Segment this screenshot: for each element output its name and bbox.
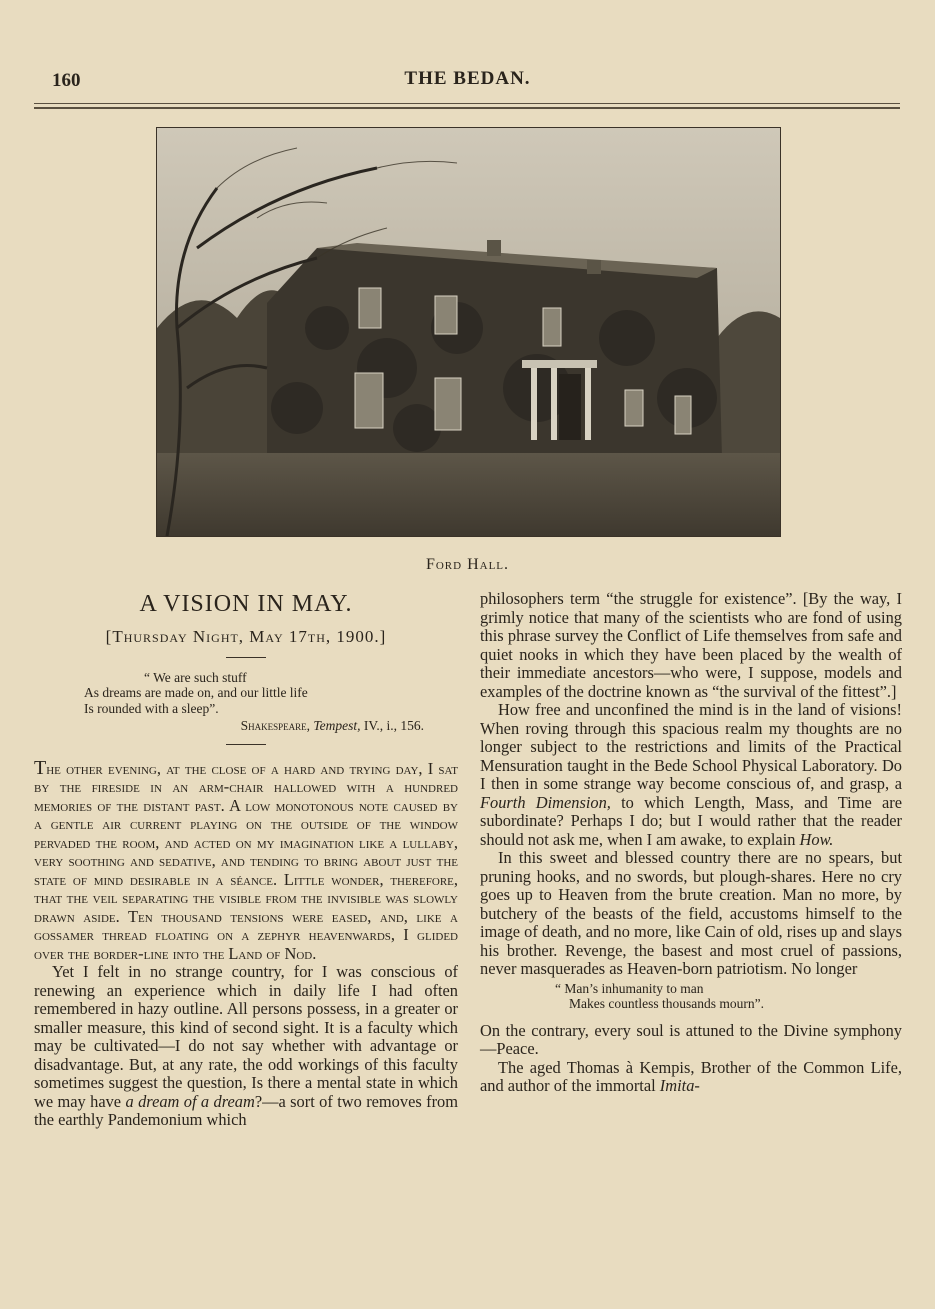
ford-hall-photograph	[156, 127, 781, 537]
running-title: THE BEDAN.	[404, 68, 531, 89]
paragraph	[480, 1059, 902, 1096]
epigraph-line: As dreams are made on, and our little life	[84, 685, 308, 700]
photo-caption: Ford Hall.	[425, 556, 510, 573]
quote-line: Makes countless thousands mourn”.	[569, 996, 764, 1011]
epigraph	[84, 670, 424, 734]
paragraph: On the contrary, every soul is attuned to the Divine symphony—Peace.	[480, 1020, 902, 1058]
epigraph-line: Is rounded with a sleep”.	[84, 700, 219, 716]
paragraph-text: The aged Thomas à Kempis, Brother of the Common Life, and author of the immortal	[480, 1057, 902, 1095]
attribution-author: Shakespeare,	[240, 718, 310, 733]
italic-text: Imita-	[659, 1076, 700, 1095]
left-column	[34, 590, 458, 1130]
right-column	[480, 590, 902, 1096]
ford-hall-illustration	[157, 128, 780, 536]
paragraph-text: he other evening, at the close of a hard and trying day, I sat by the fireside in an arm-chair hallowed with a hundred memories of the distant past. A low monotonous note caused by a gentle air current playing on the outside of the window pervaded the room, and acted on my imagination like a lullaby, very soothing and sedative, and tending to bring about just the state of mind desirable in a séance. Little wonder, therefore, that the veil separating the visible from the invisible was slowly drawn aside. Ten thousand tensions were eased, and, like a gossamer thread floating on a zephyr heavenwards, I glided over the border-line into the Land of Nod.	[34, 758, 458, 963]
paragraph-text: ?—a sort of two removes from the earthly Pandemonium which	[34, 1091, 458, 1129]
block-quote	[555, 981, 902, 1012]
paragraph: philosophers term “the struggle for existence”. [By the way, I grimly notice that many of the scientists who are fond of using this phrase survey the Conflict of Life themselves from safe and quiet nooks in which they have been placed by the wealth of their immediate ancestors—who were, I suppose, models and examples of the doctrine known as “the survival of the fittest”.]	[480, 589, 902, 701]
epigraph-line: “ We are such stuff	[144, 669, 247, 685]
article-title: A VISION IN MAY.	[139, 591, 353, 617]
divider	[226, 744, 266, 745]
quote-line: “ Man’s inhumanity to man	[555, 980, 704, 996]
italic-text: a dream of a dream	[125, 1091, 255, 1111]
divider	[226, 657, 266, 658]
paragraph	[34, 963, 458, 1130]
italic-text: How.	[799, 829, 834, 849]
header-rule-thick	[34, 107, 900, 109]
paragraph-text: How free and unconfined the mind is in the land of visions! When roving through this spacious realm my thoughts are no longer subject to the restrictions and limits of the Practical Mensuration taught in the Bede School Physical Laboratory. Do I then in some strange way become conscious of, and grasp, a	[480, 700, 902, 793]
paragraph: In this sweet and blessed country there are no spears, but pruning hooks, and no swords, but plough-shares. Here no cry goes up to Heaven from the brute creation. Man no more, by butchery of the beasts of the field, accustoms himself to the image of death, and no more, like Cain of old, rises up and slays his brother. Revenge, the basest and most cruel of passions, never masquerades as Heaven-born patriotism. No longer	[480, 848, 902, 978]
drop-cap: T	[34, 756, 47, 779]
paragraph-text: to which Length, Mass, and Time are subordinate? Perhaps I do; but I would rather that the reader should not ask me, when I am awake, to explain	[480, 792, 902, 849]
epigraph-attribution	[84, 718, 424, 734]
header-rule-thin	[34, 103, 900, 104]
paragraph	[34, 756, 458, 964]
paragraph	[480, 701, 902, 849]
paragraph-text: Yet I felt in no strange country, for I was conscious of renewing an experience which in daily life I had often remembered in hazy outline. All persons possess, in a greater or smaller measure, this kind of second sight. It is a faculty which may be cultivated—I do not say whether with advantage or disadvantage. But, at any rate, the odd workings of this faculty sometimes suggest the question, Is there a mental state in which we may have	[34, 962, 458, 1111]
attribution-work: Tempest,	[313, 718, 361, 733]
italic-text: Fourth Dimension,	[480, 792, 611, 812]
attribution-ref: IV., i., 156.	[363, 718, 424, 733]
article-dateline: [Thursday Night, May 17th, 1900.]	[105, 627, 387, 646]
page-number: 160	[52, 70, 81, 91]
